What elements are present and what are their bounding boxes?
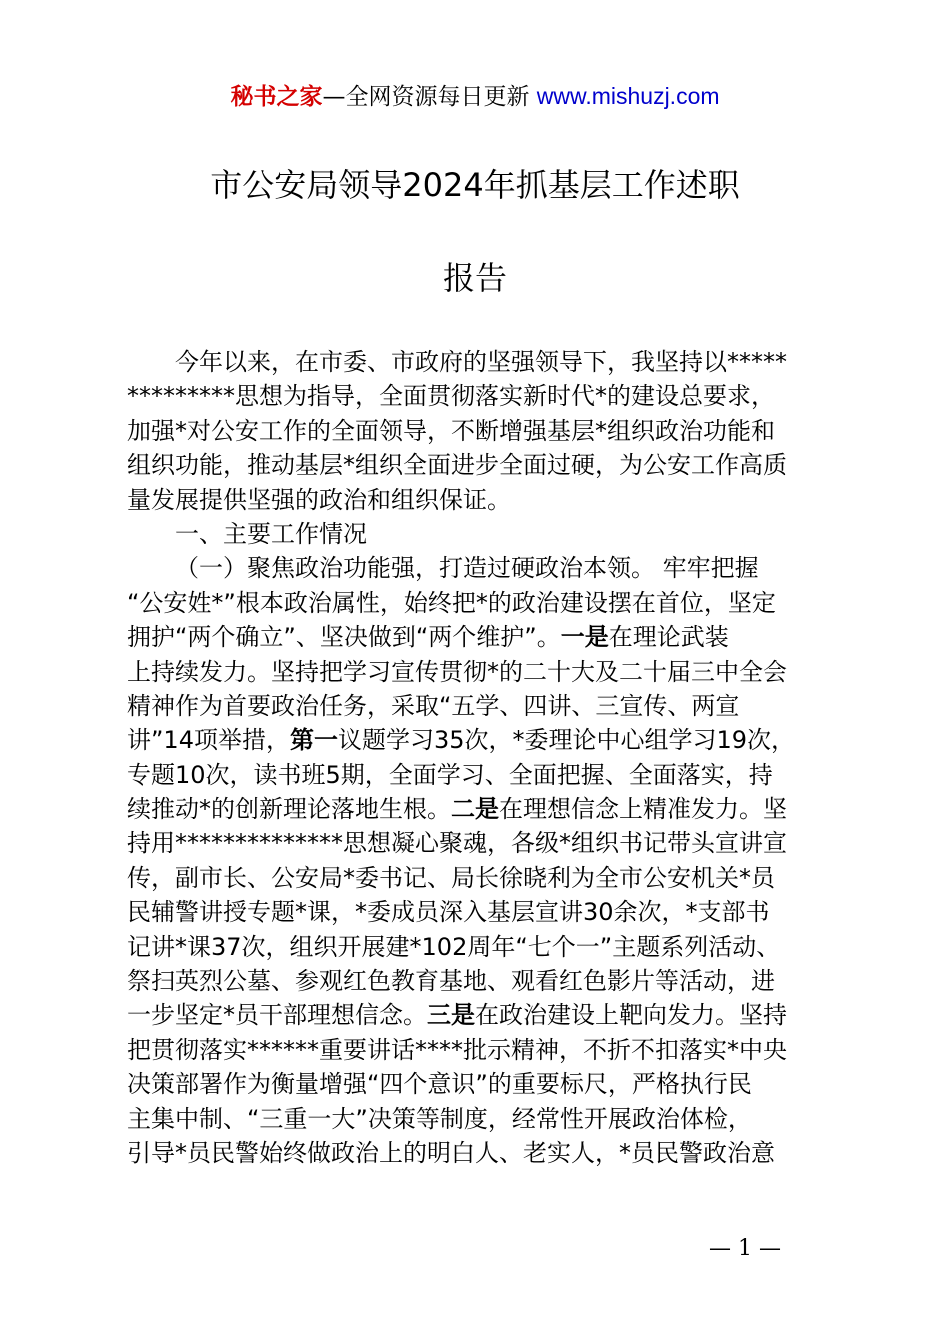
body-line: “公安姓*”根本政治属性，始终把*的政治建设摆在首位，坚定 (127, 588, 776, 617)
body-text-span: 讲”14项举措， (127, 726, 290, 755)
body-text-span: 一步坚定*员干部理想信念。 (127, 1001, 427, 1030)
body-line: 祭扫英烈公墓、参观红色教育基地、观看红色影片等活动，进 (127, 967, 775, 996)
body-line: 决策部署作为衡量增强“四个意识”的重要标尺，严格执行民 (127, 1070, 752, 1099)
emphasis-lead: 一是 (560, 623, 609, 652)
document-title-line-1: 市公安局领导2024年抓基层工作述职 (210, 166, 740, 204)
brand-name: 秘书之家 (230, 84, 323, 110)
site-url-link[interactable]: www.mishuzj.com (536, 83, 720, 109)
body-line: 精神作为首要政治任务，采取“五学、四讲、三宣传、两宣 (127, 691, 740, 720)
emphasis-lead: 三是 (427, 1001, 475, 1030)
page-number: — 1 — (709, 1236, 781, 1261)
body-line: 持用**************思想凝心聚魂，各级*组织书记带头宣讲宣 (127, 829, 787, 858)
document-body (127, 345, 837, 1170)
site-banner (0, 80, 950, 113)
body-line: 今年以来，在市委、市政府的坚强领导下，我坚持以***** (175, 348, 787, 376)
document-title-line-2: 报告 (442, 259, 507, 297)
body-line: 专题10次，读书班5期，全面学习、全面把握、全面落实，持 (127, 760, 773, 789)
body-line: 量发展提供坚强的政治和组织保证。 (127, 485, 511, 514)
body-line: 传，副市长、公安局*委书记、局长徐晓利为全市公安机关*员 (127, 863, 775, 892)
body-line: 组织功能，推动基层*组织全面进步全面过硬，为公安工作高质 (127, 451, 787, 480)
body-line (127, 792, 837, 826)
body-text-span: 拥护“两个确立”、坚决做到“两个维护”。 (127, 623, 561, 652)
body-text-span: 在理想信念上精准发力。坚 (499, 795, 787, 824)
body-text-span: 在理论武装 (608, 623, 729, 652)
body-text-span: 续推动*的创新理论落地生根。 (127, 795, 451, 824)
body-line (127, 723, 837, 757)
body-line: 上持续发力。坚持把学习宣传贯彻*的二十大及二十届三中全会 (127, 657, 787, 686)
body-text-span: 议题学习35次，*委理论中心组学习19次， (337, 726, 796, 755)
emphasis-lead: 二是 (451, 795, 499, 824)
body-line: 记讲*课37次，组织开展建*102周年“七个一”主题系列活动、 (127, 932, 781, 961)
emphasis-lead: 第一 (289, 726, 338, 755)
body-line (127, 620, 837, 654)
body-line: 民辅警讲授专题*课，*委成员深入基层宣讲30余次，*支部书 (127, 898, 770, 927)
body-line: *********思想为指导，全面贯彻落实新时代*的建设总要求， (127, 382, 775, 411)
subsection-heading: （一）聚焦政治功能强，打造过硬政治本领。 牢牢把握 (175, 554, 759, 583)
body-line: 把贯彻落实******重要讲话****批示精神，不折不扣落实*中央 (127, 1035, 787, 1064)
body-text-span: 在政治建设上靶向发力。坚持 (475, 1001, 787, 1030)
body-line: 主集中制、“三重一大”决策等制度，经常性开展政治体检， (127, 1104, 752, 1133)
body-line (127, 998, 837, 1032)
body-line: 加强*对公安工作的全面领导，不断增强基层*组织政治功能和 (127, 416, 775, 445)
banner-slogan: —全网资源每日更新 (322, 84, 530, 110)
body-line: 引导*员民警始终做政治上的明白人、老实人，*员民警政治意 (127, 1138, 775, 1167)
section-heading: 一、主要工作情况 (175, 519, 367, 548)
